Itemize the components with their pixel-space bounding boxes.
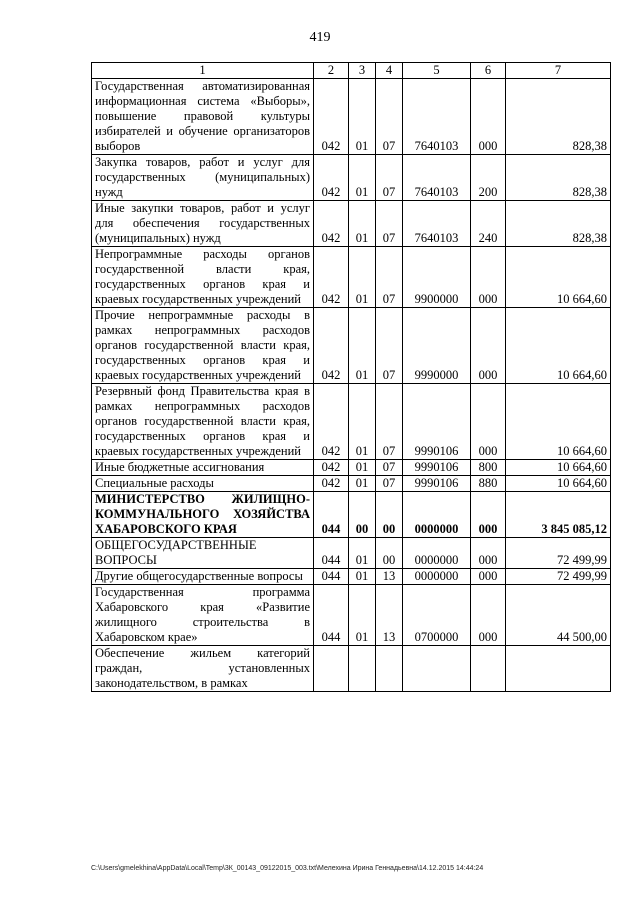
row-name-cell: Государственная автоматизированная информационная система «Выборы», повышение правовой культуры избирателей и обучение организаторов выборов: [92, 79, 314, 155]
row-cell-c7: 828,38: [506, 79, 611, 155]
row-cell-c5: 9990106: [403, 460, 471, 476]
row-cell-c2: 042: [314, 155, 349, 201]
row-name-cell: Обеспечение жильем категорий граждан, установленных законодательством, в рамках: [92, 646, 314, 692]
row-cell-c4: 07: [376, 155, 403, 201]
table-row: [92, 538, 611, 569]
row-cell-c3: 01: [349, 384, 376, 460]
table-row: [92, 247, 611, 308]
budget-table-body: [92, 63, 611, 692]
table-row: [92, 201, 611, 247]
table-row: [92, 569, 611, 585]
row-cell-c6: 240: [471, 201, 506, 247]
row-cell-c7: 44 500,00: [506, 585, 611, 646]
budget-table: [91, 62, 611, 692]
row-cell-c7: 10 664,60: [506, 247, 611, 308]
row-cell-c5: 0000000: [403, 538, 471, 569]
row-cell-c7: [506, 646, 611, 692]
table-row: [92, 79, 611, 155]
table-row: [92, 492, 611, 538]
row-cell-c6: 000: [471, 492, 506, 538]
table-row: [92, 646, 611, 692]
row-name-cell: Закупка товаров, работ и услуг для государственных (муниципальных) нужд: [92, 155, 314, 201]
row-cell-c2: 042: [314, 384, 349, 460]
header-cell: 6: [471, 63, 506, 79]
row-cell-c3: [349, 646, 376, 692]
row-cell-c3: 01: [349, 201, 376, 247]
row-cell-c4: 13: [376, 569, 403, 585]
file-path-footer: C:\Users\gmelekhina\AppData\Local\Temp\3К_00143_09122015_003.txt\Мелехина Ирина Геннадьевна\14.12.2015 14:44:24: [91, 865, 484, 872]
row-cell-c2: 042: [314, 476, 349, 492]
row-cell-c2: 042: [314, 460, 349, 476]
row-cell-c2: 042: [314, 201, 349, 247]
row-name-cell: Специальные расходы: [92, 476, 314, 492]
row-cell-c7: 10 664,60: [506, 476, 611, 492]
row-cell-c3: 01: [349, 308, 376, 384]
row-cell-c5: 0000000: [403, 569, 471, 585]
row-cell-c7: 10 664,60: [506, 308, 611, 384]
table-row: [92, 476, 611, 492]
row-cell-c7: 10 664,60: [506, 460, 611, 476]
table-row: [92, 308, 611, 384]
row-cell-c4: [376, 646, 403, 692]
row-cell-c3: 01: [349, 155, 376, 201]
row-name-cell: Государственная программа Хабаровского края «Развитие жилищного строительства в Хабаровском крае»: [92, 585, 314, 646]
row-cell-c4: 13: [376, 585, 403, 646]
row-cell-c4: 07: [376, 476, 403, 492]
row-cell-c3: 01: [349, 247, 376, 308]
table-row: [92, 585, 611, 646]
row-cell-c6: 000: [471, 247, 506, 308]
row-cell-c5: 7640103: [403, 155, 471, 201]
row-name-cell: ОБЩЕГОСУДАРСТВЕННЫЕ ВОПРОСЫ: [92, 538, 314, 569]
row-cell-c2: 044: [314, 492, 349, 538]
row-name-cell: Резервный фонд Правительства края в рамках непрограммных расходов органов государственной власти края, государственных органов края и краевых государственных учреждений: [92, 384, 314, 460]
row-cell-c6: 000: [471, 79, 506, 155]
row-cell-c6: 200: [471, 155, 506, 201]
table-row: [92, 155, 611, 201]
row-cell-c4: 00: [376, 492, 403, 538]
row-cell-c5: 9990000: [403, 308, 471, 384]
header-cell: 1: [92, 63, 314, 79]
row-cell-c7: 10 664,60: [506, 384, 611, 460]
row-cell-c4: 07: [376, 384, 403, 460]
row-cell-c3: 00: [349, 492, 376, 538]
row-cell-c6: 800: [471, 460, 506, 476]
table-header-row: [92, 63, 611, 79]
row-cell-c5: [403, 646, 471, 692]
table-row: [92, 460, 611, 476]
row-cell-c4: 07: [376, 460, 403, 476]
row-cell-c4: 00: [376, 538, 403, 569]
row-cell-c5: 0000000: [403, 492, 471, 538]
row-cell-c6: 000: [471, 384, 506, 460]
row-cell-c2: 044: [314, 569, 349, 585]
row-cell-c2: 042: [314, 308, 349, 384]
row-cell-c2: 044: [314, 538, 349, 569]
row-cell-c5: 0700000: [403, 585, 471, 646]
row-name-cell: МИНИСТЕРСТВО ЖИЛИЩНО-КОММУНАЛЬНОГО ХОЗЯЙСТВА ХАБАРОВСКОГО КРАЯ: [92, 492, 314, 538]
row-cell-c6: 000: [471, 538, 506, 569]
row-cell-c5: 7640103: [403, 79, 471, 155]
row-name-cell: Непрограммные расходы органов государственной власти края, государственных органов края и краевых государственных учреждений: [92, 247, 314, 308]
row-cell-c5: 9990106: [403, 476, 471, 492]
row-cell-c2: 042: [314, 247, 349, 308]
row-cell-c7: 828,38: [506, 201, 611, 247]
header-cell: 4: [376, 63, 403, 79]
row-cell-c6: 000: [471, 569, 506, 585]
row-cell-c7: 828,38: [506, 155, 611, 201]
header-cell: 3: [349, 63, 376, 79]
row-cell-c6: 880: [471, 476, 506, 492]
row-cell-c7: 72 499,99: [506, 569, 611, 585]
row-cell-c3: 01: [349, 538, 376, 569]
row-name-cell: Иные закупки товаров, работ и услуг для обеспечения государственных (муниципальных) нужд: [92, 201, 314, 247]
row-cell-c5: 9990106: [403, 384, 471, 460]
row-cell-c2: [314, 646, 349, 692]
page-number: 419: [309, 30, 331, 45]
header-cell: 5: [403, 63, 471, 79]
row-name-cell: Другие общегосударственные вопросы: [92, 569, 314, 585]
row-cell-c7: 72 499,99: [506, 538, 611, 569]
row-cell-c5: 7640103: [403, 201, 471, 247]
row-cell-c4: 07: [376, 79, 403, 155]
row-cell-c7: 3 845 085,12: [506, 492, 611, 538]
row-cell-c4: 07: [376, 247, 403, 308]
row-cell-c6: [471, 646, 506, 692]
row-cell-c3: 01: [349, 476, 376, 492]
row-cell-c3: 01: [349, 569, 376, 585]
row-cell-c2: 042: [314, 79, 349, 155]
row-cell-c4: 07: [376, 201, 403, 247]
row-cell-c3: 01: [349, 585, 376, 646]
row-cell-c3: 01: [349, 460, 376, 476]
row-cell-c5: 9900000: [403, 247, 471, 308]
row-cell-c4: 07: [376, 308, 403, 384]
row-name-cell: Прочие непрограммные расходы в рамках непрограммных расходов органов государственной власти края, государственных органов края и краевых государственных учреждений: [92, 308, 314, 384]
row-cell-c2: 044: [314, 585, 349, 646]
row-cell-c6: 000: [471, 585, 506, 646]
table-row: [92, 384, 611, 460]
header-cell: 7: [506, 63, 611, 79]
row-cell-c3: 01: [349, 79, 376, 155]
row-name-cell: Иные бюджетные ассигнования: [92, 460, 314, 476]
row-cell-c6: 000: [471, 308, 506, 384]
header-cell: 2: [314, 63, 349, 79]
